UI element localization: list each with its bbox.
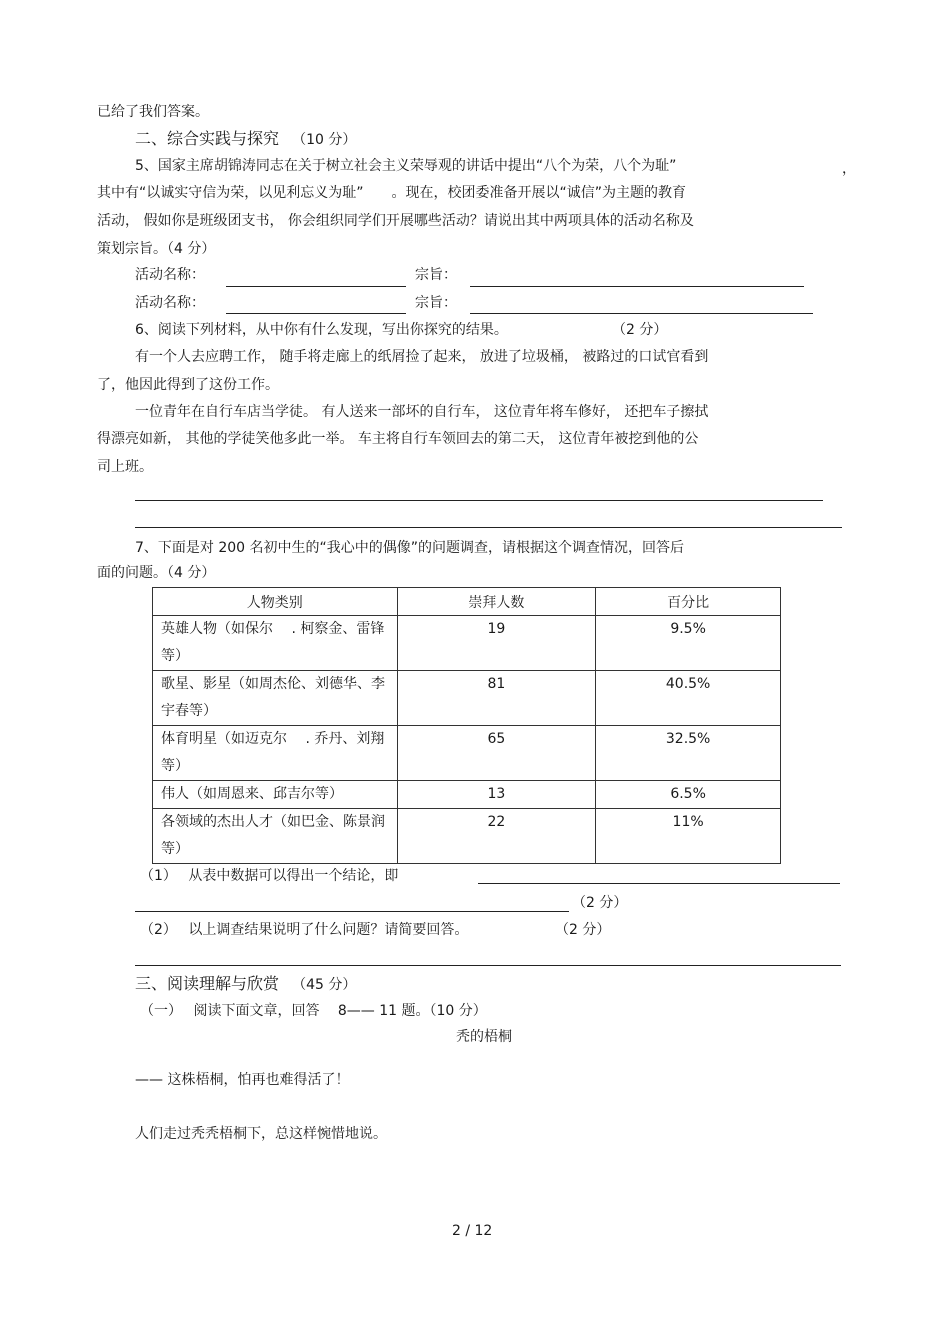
section3-part1: （一） 阅读下面文章，回答 8—— 11 题。（10 分） <box>140 1003 487 1019</box>
cell-percent: 32.5% <box>596 726 781 781</box>
q6-score: （2 分） <box>612 322 668 338</box>
q7-sub2: （2） 以上调查结果说明了什么问题？请简要回答。 <box>140 922 469 938</box>
q6-answer-line-1[interactable] <box>135 500 823 501</box>
cell-count: 81 <box>397 671 596 726</box>
q7-sub1-answer-line-2[interactable] <box>135 911 569 912</box>
article-title: 秃的梧桐 <box>456 1029 512 1045</box>
header-category: 人物类别 <box>153 588 398 616</box>
cell-percent: 40.5% <box>596 671 781 726</box>
table-row <box>153 809 781 864</box>
activity-label-1: 活动名称： <box>135 267 205 283</box>
q5-comma: ， <box>842 161 856 177</box>
table-row <box>153 671 781 726</box>
q5-line4: 策划宗旨。（4 分） <box>97 241 216 257</box>
cell-category: 伟人（如周恩来、邱吉尔等） <box>153 781 398 809</box>
cell-category: 体育明星（如迈克尔 . 乔丹、刘翔等） <box>153 726 398 781</box>
q6-p2-line2: 得漂亮如新， 其他的学徒笑他多此一举。 车主将自行车领回去的第二天， 这位青年被挖到他的公 <box>97 431 699 447</box>
q6-p2-line3: 司上班。 <box>97 459 153 475</box>
cell-percent: 9.5% <box>596 616 781 671</box>
activity-name-answer-line-1[interactable] <box>226 286 406 287</box>
purpose-label-2: 宗旨： <box>415 295 457 311</box>
q7-line2: 面的问题。（4 分） <box>97 565 216 581</box>
q6-line1: 6、阅读下列材料，从中你有什么发现，写出你探究的结果。 <box>135 322 508 338</box>
cell-percent: 6.5% <box>596 781 781 809</box>
q6-p1-line2: 了，他因此得到了这份工作。 <box>97 377 279 393</box>
activity-label-2: 活动名称： <box>135 295 205 311</box>
q7-sub1-answer-line-1[interactable] <box>478 883 840 884</box>
q7-line1: 7、下面是对 200 名初中生的“我心中的偶像”的问题调查，请根据这个调查情况，回答后 <box>135 540 685 556</box>
q7-sub1: （1） 从表中数据可以得出一个结论，即 <box>140 868 399 884</box>
section2-title <box>135 130 356 149</box>
q7-sub2-answer-line[interactable] <box>135 965 841 966</box>
purpose-label-1: 宗旨： <box>415 267 457 283</box>
q5-line3: 活动， 假如你是班级团支书， 你会组织同学们开展哪些活动？请说出其中两项具体的活动名称及 <box>97 213 694 229</box>
cell-category: 歌星、影星（如周杰伦、刘德华、李宇春等） <box>153 671 398 726</box>
intro-tail: 已给了我们答案。 <box>97 104 209 120</box>
article-para1: —— 这株梧桐，怕再也难得活了！ <box>135 1072 350 1088</box>
table-row <box>153 616 781 671</box>
cell-count: 22 <box>397 809 596 864</box>
section2-title-text: 二、综合实践与探究 <box>135 129 280 148</box>
cell-count: 65 <box>397 726 596 781</box>
q7-sub1-score: （2 分） <box>572 895 628 911</box>
header-count: 崇拜人数 <box>397 588 596 616</box>
survey-table <box>152 587 781 864</box>
section2-score: （10 分） <box>292 132 357 148</box>
table-row <box>153 726 781 781</box>
activity-name-answer-line-2[interactable] <box>226 313 406 314</box>
section3-title <box>135 975 356 994</box>
section3-title-text: 三、阅读理解与欣赏 <box>135 974 280 993</box>
cell-count: 13 <box>397 781 596 809</box>
q5-line2: 其中有“以诚实守信为荣，以见利忘义为耻” 。现在，校团委准备开展以“诚信”为主题的教育 <box>97 185 687 201</box>
q5-line1: 5、国家主席胡锦涛同志在关于树立社会主义荣辱观的讲话中提出“八个为荣，八个为耻” <box>135 158 677 174</box>
cell-category: 英雄人物（如保尔 . 柯察金、雷锋等） <box>153 616 398 671</box>
page-number: 2 / 12 <box>452 1223 493 1239</box>
section3-score: （45 分） <box>292 977 357 993</box>
purpose-answer-line-1[interactable] <box>470 286 804 287</box>
cell-percent: 11% <box>596 809 781 864</box>
article-para2: 人们走过秃秃梧桐下，总这样惋惜地说。 <box>135 1126 387 1142</box>
q6-p1-line1: 有一个人去应聘工作， 随手将走廊上的纸屑捡了起来， 放进了垃圾桶， 被路过的口试官看到 <box>135 349 709 365</box>
header-percent: 百分比 <box>596 588 781 616</box>
cell-count: 19 <box>397 616 596 671</box>
purpose-answer-line-2[interactable] <box>470 313 813 314</box>
q6-answer-line-2[interactable] <box>135 527 842 528</box>
q7-sub2-score: （2 分） <box>555 922 611 938</box>
table-header-row <box>153 588 781 616</box>
cell-category: 各领域的杰出人才（如巴金、陈景润等） <box>153 809 398 864</box>
q6-p2-line1: 一位青年在自行车店当学徒。 有人送来一部坏的自行车， 这位青年将车修好， 还把车子擦拭 <box>135 404 709 420</box>
table-row <box>153 781 781 809</box>
